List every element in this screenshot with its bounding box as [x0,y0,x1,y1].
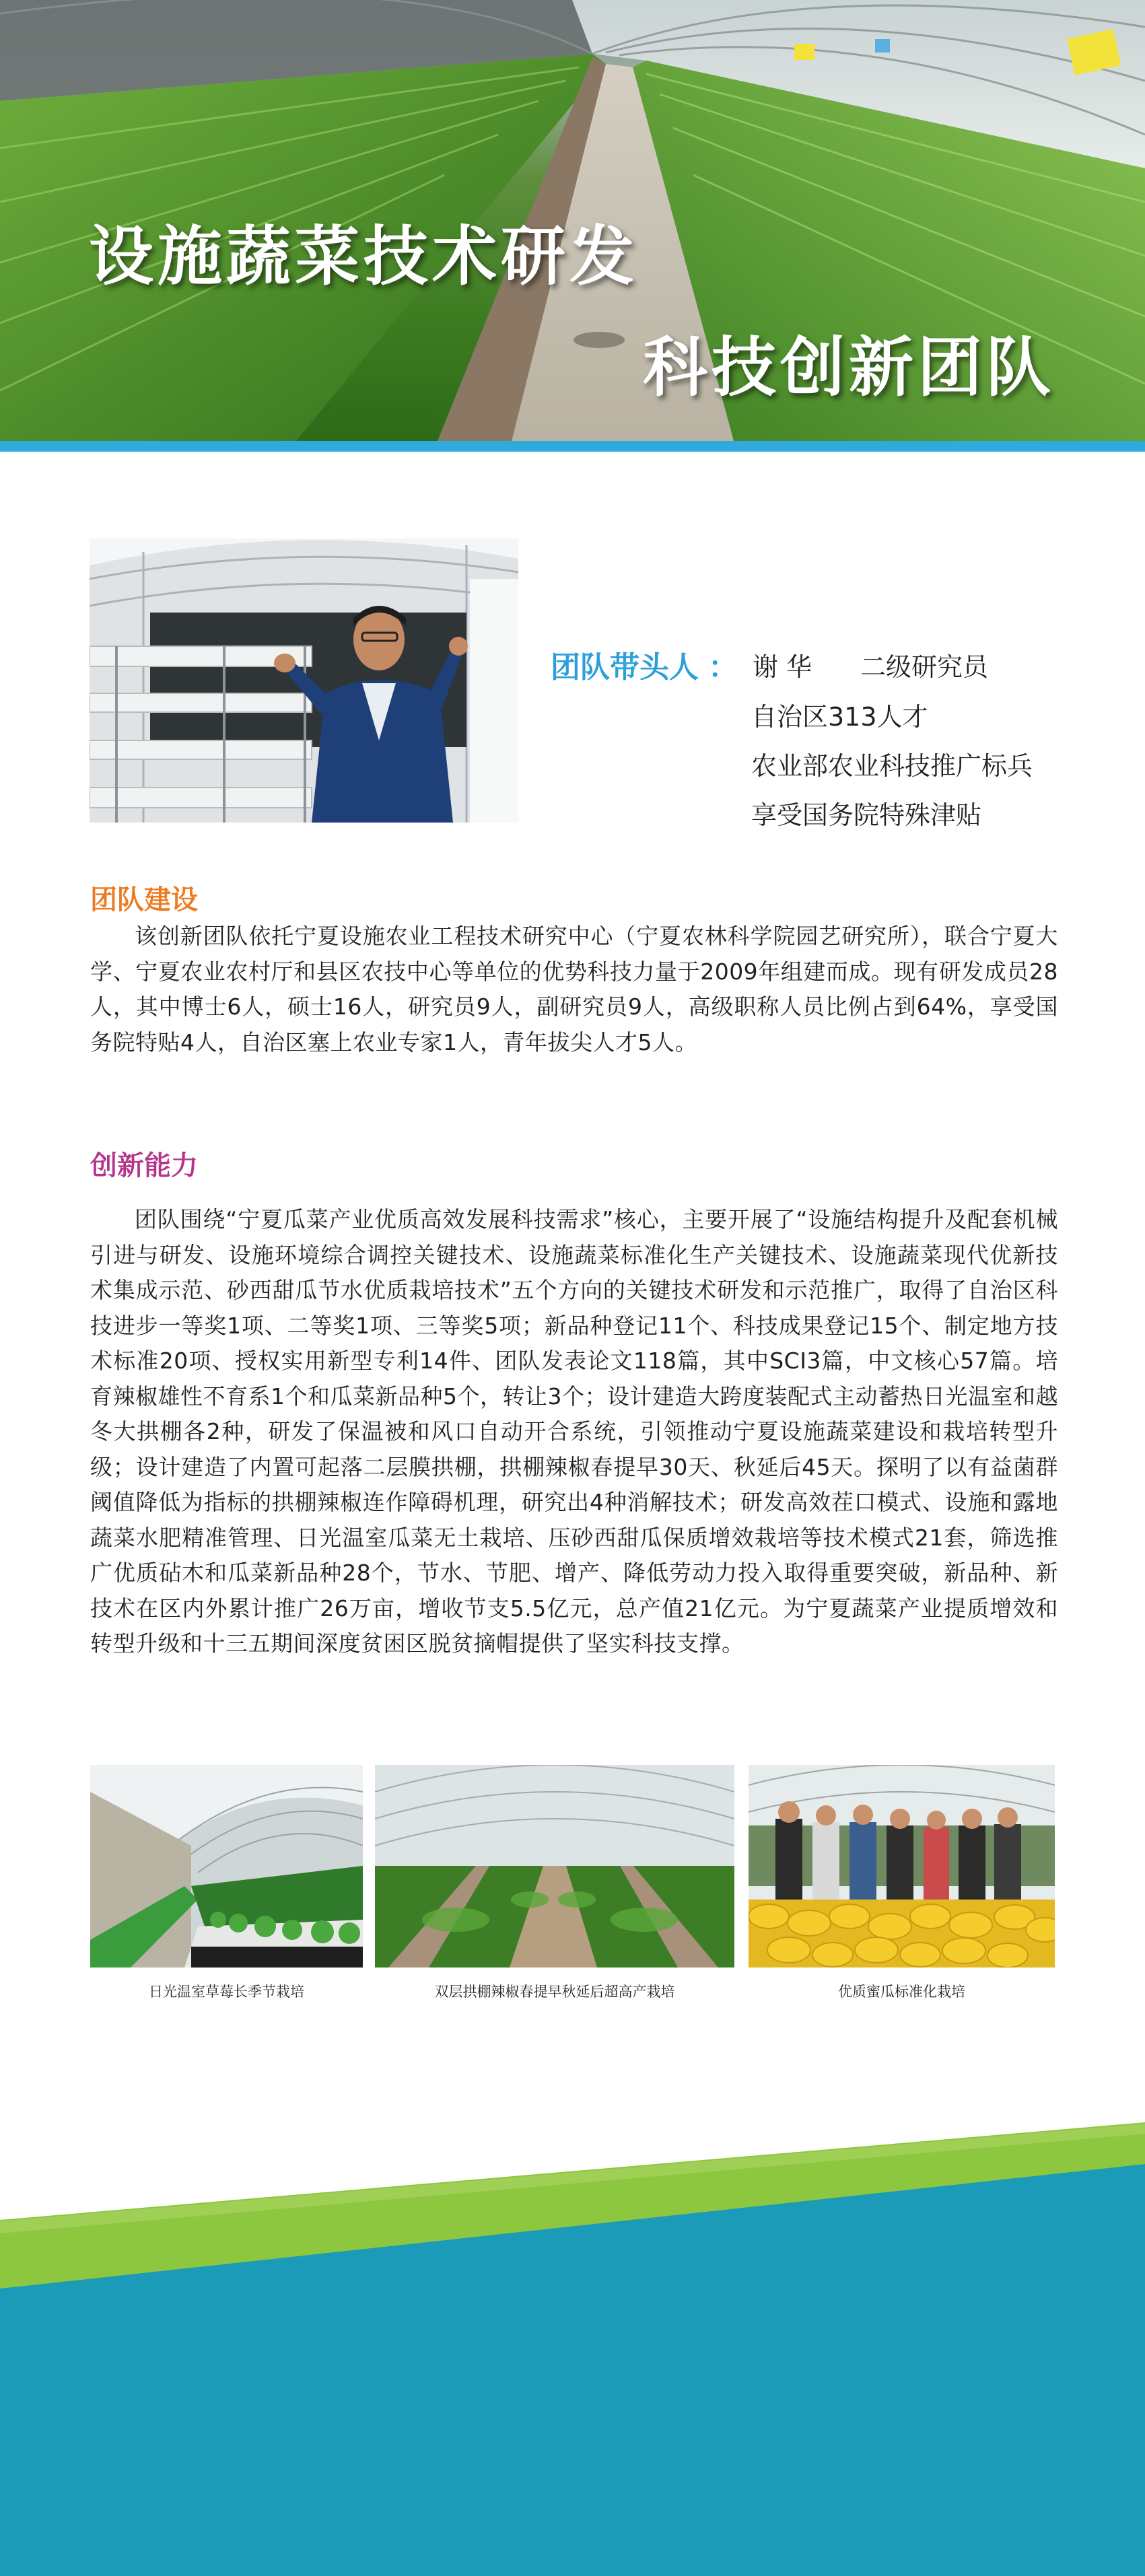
leader-rank: 二级研究员 [860,652,989,682]
leader-honor: 自治区313人才 [751,702,928,732]
photo-caption: 双层拱棚辣椒春提早秋延后超高产栽培 [434,1984,675,2000]
banner-title-line1: 设施蔬菜技术研发 [89,219,638,294]
leader-colon: ： [708,650,738,685]
leader-name: 谢 华 [753,652,812,682]
team-building-heading: 团队建设 [90,884,198,915]
innovation-heading: 创新能力 [90,1150,198,1181]
photo-caption: 日光温室草莓长季节栽培 [149,1984,304,2000]
team-building-paragraph: 该创新团队依托宁夏设施农业工程技术研究中心（宁夏农林科学院园艺研究所），联合宁夏大学、宁夏农业农村厅和县区农技中心等单位的优势科技力量于2009年组建而成。现有研发成员28人，其中博士6人，硕士16人，研究员9人，副研究员9人，高级职称人员比例占到64%，享受国务院特贴4人，自治区塞上农业专家1人，青年拔尖人才5人。 [90,923,1058,1055]
photo-strawberry-greenhouse [90,1765,363,1968]
photo-melon-group [749,1765,1055,1968]
photo-caption: 优质蜜瓜标准化栽培 [838,1984,965,2000]
leader-label: 团队带头人 [551,650,699,685]
leader-photo [90,538,518,823]
photo-double-arch-pepper [375,1765,734,1968]
footer-decoration [0,2120,1145,2576]
leader-honor: 农业部农业科技推广标兵 [751,751,1033,781]
header-banner [0,0,1145,441]
innovation-paragraph: 团队围绕“宁夏瓜菜产业优质高效发展科技需求”核心，主要开展了“设施结构提升及配套机械引进与研发、设施环境综合调控关键技术、设施蔬菜标准化生产关键技术、设施蔬菜现代优新技术集成示范、砂西甜瓜节水优质栽培技术”五个方向的关键技术研发和示范推广，取得了自治区科技进步一等奖1项、二等奖1项、三等奖5项；新品种登记11个、科技成果登记15个、制定地方技术标准20项、授权实用新型专利14件、团队发表论文118篇，其中SCI3篇，中文核心57篇。培育辣椒雄性不育系1个和瓜菜新品种5个，转让3个；设计建造大跨度装配式主动蓄热日光温室和越冬大拱棚各2种，研发了保温被和风口自动开合系统，引领推动宁夏设施蔬菜建设和栽培转型升级；设计建造了内置可起落二层膜拱棚，拱棚辣椒春提早30天、秋延后45天。探明了以有益菌群阈值降低为指标的拱棚辣椒连作障碍机理，研究出4种消解技术；研发高效茬口模式、设施和露地蔬菜水肥精准管理、日光温室瓜菜无土栽培、压砂西甜瓜保质增效栽培等技术模式21套，筛选推广优质砧木和瓜菜新品种28个，节水、节肥、增产、降低劳动力投入取得重要突破，新品种、新技术在区内外累计推广26万亩，增收节支5.5亿元，总产值21亿元。为宁夏蔬菜产业提质增效和转型升级和十三五期间深度贫困区脱贫摘帽提供了坚实科技支撑。 [90,1206,1058,1657]
banner-divider [0,441,1145,452]
banner-title-line2: 科技创新团队 [643,330,1055,405]
leader-honor: 享受国务院特殊津贴 [751,800,982,830]
